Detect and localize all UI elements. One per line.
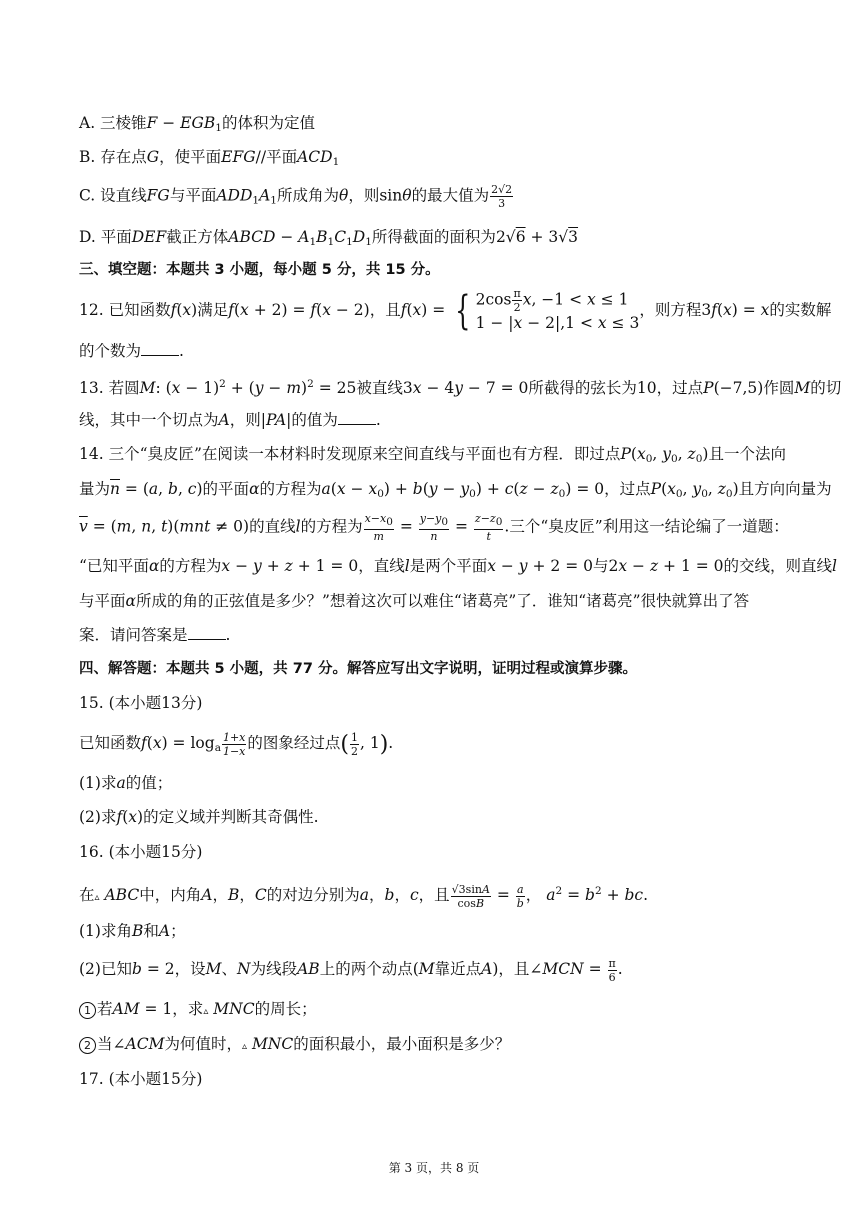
- q16-text-a: 在: [79, 886, 95, 904]
- q14-text-n: 是两个平面: [409, 557, 488, 575]
- q13-text-a: 13. 若圆: [79, 379, 140, 397]
- q12-text-f: 的个数为: [79, 342, 142, 360]
- q13-text-h: ，则: [229, 411, 261, 429]
- q16-part2: (2)已知b = 2，设M、N为线段AB上的两个动点(M靠近点A)，且∠MCN = $\frac{\pi}{6}$ .: [79, 956, 623, 984]
- q16-text-k: 为线段: [250, 960, 298, 978]
- answer-blank[interactable]: [141, 343, 179, 356]
- q13-text-i: 的值为: [291, 411, 338, 429]
- q12-line2: [79, 340, 808, 362]
- option-b-prefix: B. 存在点: [79, 148, 147, 166]
- q14-text-c: 量为: [79, 480, 111, 498]
- option-b: B. 存在点G，使平面EFG//平面$ACD_1$: [79, 148, 340, 168]
- q14-text-h: 的直线: [249, 517, 296, 536]
- q13-text-f: 的切: [810, 379, 842, 397]
- q14-line4: “已知平面α的方程为x − y + z + 1 = 0，直线l是两个平面x − y + 2 = 0与2x − z + 1 = 0的交线，则直线l: [79, 557, 838, 575]
- q14-text-a: 14. 三个“臭皮匠”在阅读一本材料时发现原来空间直线与平面也有方程．即过点: [79, 445, 621, 463]
- q16-text-r: 当: [97, 1035, 113, 1053]
- option-d-mid2: 所得截面的面积为: [371, 228, 496, 246]
- q16-text-m: 靠近点: [434, 960, 482, 978]
- q12-text-e: 的实数解: [769, 301, 832, 319]
- q14-line2: 量为$\overline{n} = (a$, b, c)的平面α的方程为$a(x - x_0) + b(y - y_0) + c(z - z_0) = 0$，过点$P(x_0$, $y_0$, $z_0$)且方向向量为: [79, 480, 832, 500]
- q12-line1: 12. 已知函数f(x)满足f(x + 2) = f(x − 2)，且f(x) = { 2cos $\frac{\pi}{2}$ x, −1 < x ≤ 1 1 − |x − 2|,1 < x ≤ 3 ，则方程3f(x) = x的实数解: [79, 287, 832, 334]
- q14-line1: 14. 三个“臭皮匠”在阅读一本材料时发现原来空间直线与平面也有方程．即过点$P(x_0$, $y_0$, $z_0$)且一个法向: [79, 445, 786, 465]
- q14-text-q: 与平面: [79, 592, 126, 610]
- q16-text-n: )，且: [492, 960, 530, 978]
- q14-text-k: “已知平面: [79, 557, 149, 575]
- q16-text-o: 若: [97, 1000, 113, 1018]
- q12-text-b: 满足: [197, 301, 229, 319]
- q14-line5: 与平面α所成的角的正弦值是多少？”想着这次可以难住“诸葛亮”了．谁知“诸葛亮”很快就算出了答: [79, 592, 750, 610]
- q15-text-a: 已知函数: [79, 734, 142, 752]
- q13-text-c: 所截得的弦长为: [528, 379, 637, 397]
- q13-line2: 线，其中一个切点为A，则|PA|的值为 .: [79, 411, 381, 429]
- q15-part2: (2)求f(x)的定义域并判断其奇偶性.: [79, 808, 319, 826]
- q14-text-l: 的方程为: [159, 557, 222, 575]
- q14-text-end: .: [225, 626, 231, 644]
- q14-line6: [79, 624, 808, 646]
- q16-line1: 在▵ ABC中，内角A，B，C的对边分别为a，b，c，且 $\frac{√3\sin A}{\cos B}$ = $\frac{a}{b}$ ， $a^2 = b^2$ + bc.: [79, 882, 649, 910]
- piecewise-function: { 2cos $\frac{\pi}{2}$ x, −1 < x ≤ 1 1 − |x − 2|,1 < x ≤ 3: [455, 287, 640, 334]
- q12-text-d: ，则方程: [639, 301, 702, 319]
- q15-text-b: 的图象经过点: [247, 734, 341, 752]
- option-c: C. 设直线FG与平面$ADD_1A_1$所成角为θ，则sinθ的最大值为 $\frac{2√2}{3}$: [79, 183, 513, 210]
- option-d-mid1: 截正方体: [166, 228, 229, 246]
- answer-blank[interactable]: [188, 627, 226, 640]
- q14-line3: $\overline{v} = (m$, n, t)(mnt ≠ 0)的直线l的方程为 $\frac{x-x0}{m}$ = $\frac{y-y0}{n}$ = $\frac{z-z0}{t}$ .三个“臭皮匠”利用这一结论编了一道题：: [79, 512, 789, 543]
- q17-head: 17. (本小题15分): [79, 1070, 203, 1088]
- q13-text-e: 作圆: [763, 379, 795, 397]
- q13-text-g: 线，其中一个切点为: [79, 411, 219, 429]
- q16-text-e: ，: [525, 886, 542, 904]
- q15-text-e: (2)求: [79, 808, 117, 826]
- q16-sub1: 1 若AM = 1，求▵ MNC的周长；: [79, 998, 808, 1023]
- q14-text-o: 与: [592, 557, 609, 575]
- q14-text-b: 且一个法向: [708, 445, 786, 463]
- q13-text-b: 被直线: [356, 379, 403, 397]
- option-d-prefix: D. 平面: [79, 228, 132, 246]
- q16-text-l: 上的两个动点(: [319, 960, 419, 978]
- option-d: D. 平面DEF截正方体ABCD − $A_1B_1C_1D_1$所得截面的面积为2√6 + 3√3: [79, 228, 579, 248]
- q16-text-p: ，求: [172, 1000, 204, 1018]
- q14-text-j: .三个“臭皮匠”利用这一结论编了一道题：: [504, 517, 789, 536]
- q15-line1: 已知函数$f(x) = \log_a$ $\frac{1+x}{1-x}$ 的图象经过点( $\frac{1}{2}$ , 1).: [79, 730, 394, 758]
- option-a-prefix: A. 三棱锥: [79, 114, 147, 132]
- q15-text-d: 的值；: [125, 774, 173, 792]
- q15-part1: (1)求a的值；: [79, 774, 173, 792]
- q16-head: 16. (本小题15分): [79, 843, 203, 861]
- option-c-prefix: C. 设直线: [79, 186, 147, 205]
- circled-number: 1: [79, 1002, 96, 1019]
- q16-text-i: (2)已知: [79, 960, 132, 978]
- option-c-mid3: ，则: [348, 186, 380, 205]
- q16-sub2: 2 当∠ACM为何值时，▵ MNC的面积最小，最小面积是多少？: [79, 1033, 808, 1058]
- option-c-mid4: 的最大值为: [411, 186, 490, 205]
- q13-text-d: ，过点: [656, 379, 704, 397]
- section-4-title: 四、解答题：本题共 5 小题，共 77 分。解答应写出文字说明，证明过程或演算步骤。: [79, 661, 637, 677]
- q12-text-end: .: [179, 342, 184, 360]
- option-c-mid1: 与平面: [169, 186, 217, 205]
- q15-text-f: 的定义域并判断其奇偶性.: [143, 808, 319, 826]
- q16-part1: (1)求角B和A；: [79, 922, 186, 940]
- option-a-suffix: 的体积为定值: [221, 114, 315, 132]
- q14-text-r: 所成的角的正弦值是多少？”想着这次可以难住“诸葛亮”了．谁知“诸葛亮”很快就算出了答: [135, 592, 750, 610]
- q16-text-c: 的对边分别为: [266, 886, 360, 904]
- q13-line1: 13. 若圆M: $(x - 1)^2 + (y - m)^2 = 25$被直线3x − 4y − 7 = 0所截得的弦长为10，过点P(−7,5)作圆M的切: [79, 378, 842, 397]
- q16-text-g: 和: [143, 922, 159, 940]
- q14-text-m: ，直线: [358, 557, 405, 575]
- q16-text-s: 为何值时，: [164, 1035, 242, 1053]
- q13-text-end: .: [375, 411, 381, 429]
- q15-head: 15. (本小题13分): [79, 694, 203, 712]
- q16-text-q: 的周长；: [254, 1000, 317, 1018]
- q14-text-g: 且方向向量为: [738, 480, 832, 498]
- q16-text-j: ，设: [174, 960, 206, 978]
- q15-text-end: .: [388, 734, 394, 752]
- q14-text-e: 的方程为: [259, 480, 322, 498]
- q14-text-s: 案．请问答案是: [79, 626, 188, 644]
- section-3-title: 三、填空题：本题共 3 小题，每小题 5 分，共 15 分。: [79, 262, 440, 278]
- option-b-mid1: ，使平面: [159, 148, 222, 166]
- q12-text-a: 12. 已知函数: [79, 301, 171, 319]
- option-b-mid2: 平面: [266, 148, 298, 166]
- page-footer: 第 3 页，共 8 页: [388, 1161, 480, 1175]
- q14-text-f: ，过点: [604, 480, 651, 498]
- q15-text-c: (1)求: [79, 774, 117, 792]
- q16-text-h: ；: [170, 922, 186, 940]
- answer-blank[interactable]: [338, 412, 376, 425]
- option-c-mid2: 所成角为: [276, 186, 339, 205]
- q16-text-b: 中，内角: [139, 886, 202, 904]
- q12-text-c: ，且: [369, 301, 401, 319]
- q16-text-d: ，且: [418, 886, 450, 904]
- q14-text-d: 的平面: [202, 480, 250, 498]
- circled-number: 2: [79, 1037, 96, 1054]
- option-a: A. 三棱锥$F - EGB_1$的体积为定值: [79, 114, 315, 134]
- q16-text-f: (1)求角: [79, 922, 132, 940]
- q16-text-t: 的面积最小，最小面积是多少？: [293, 1035, 511, 1053]
- q14-text-i: 的方程为: [300, 517, 363, 536]
- q14-text-p: 的交线，则直线: [723, 557, 833, 575]
